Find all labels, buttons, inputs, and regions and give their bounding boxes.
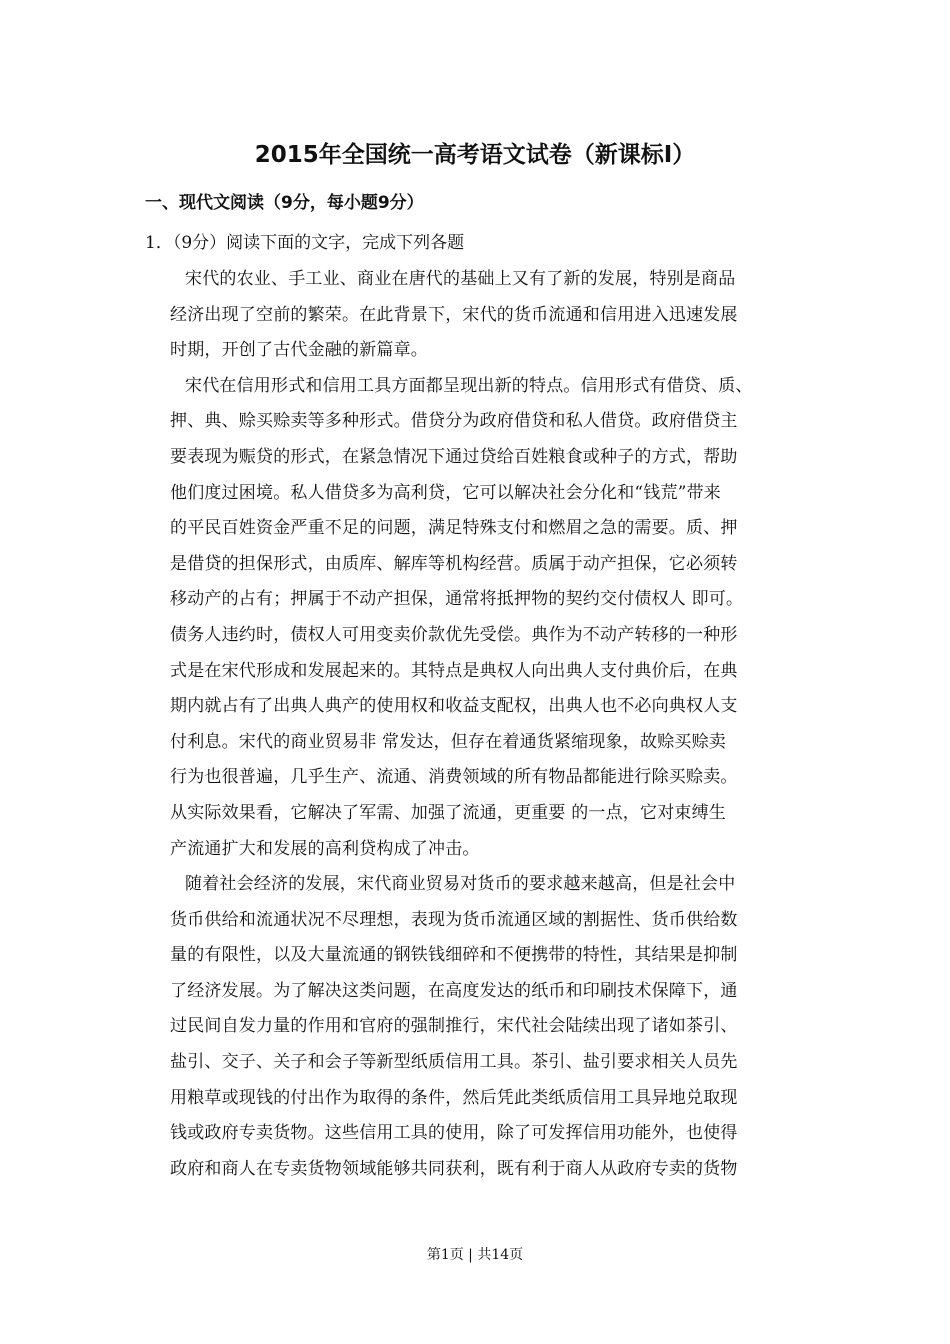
passage-line: 期内就占有了出典人典产的使用权和收益支配权，出典人也不必向典权人支: [170, 696, 738, 717]
passage-line: 是借贷的担保形式，由质库、解库等机构经营。质属于动产担保，它必须转: [170, 553, 738, 574]
passage-line: 产流通扩大和发展的高利贷构成了冲击。: [170, 838, 480, 859]
passage-line: 的平民百姓资金严重不足的问题，满足特殊支付和燃眉之急的需要。质、押: [170, 518, 738, 539]
passage-line: 量的有限性，以及大量流通的钢铁钱细碎和不便携带的特性，其结果是抑制: [170, 945, 738, 966]
passage-line: 押、典、赊买赊卖等多种形式。借贷分为政府借贷和私人借贷。政府借贷主: [170, 411, 738, 432]
passage-line: 他们度过困境。私人借贷多为高利贷，它可以解决社会分化和“钱荒”带来: [170, 482, 721, 503]
passage-line: 式是在宋代形成和发展起来的。其特点是典权人向出典人支付典价后，在典: [170, 660, 738, 681]
passage-line: 宋代的农业、手工业、商业在唐代的基础上又有了新的发展，特别是商品: [185, 269, 736, 289]
passage-line: 过民间自发力量的作用和官府的强制推行，宋代社会陆续出现了诸如茶引、: [170, 1016, 738, 1037]
passage-line: 移动产的占有；押属于不动产担保，通常将抵押物的契约交付债权人 即可。: [170, 589, 744, 610]
question-prompt: 1．（9分）阅读下面的文字，完成下列各题: [145, 233, 465, 253]
passage-line: 货币供给和流通状况不尽理想，表现为货币流通区域的割据性、货币供给数: [170, 909, 738, 930]
passage-line: 付利息。宋代的商业贸易非 常发达，但存在着通货紧缩现象，故赊买赊卖: [170, 731, 727, 752]
passage-line: 了经济发展。为了解决这类问题，在高度发达的纸币和印刷技术保障下，通: [170, 980, 738, 1001]
passage-line: 时期，开创了古代金融的新篇章。: [170, 340, 428, 361]
document-title: 2015年全国统一高考语文试卷（新课标Ⅰ）: [254, 142, 696, 168]
section-heading: 一、现代文阅读（9分，每小题9分）: [145, 193, 424, 213]
passage-line: 行为也很普遍，几乎生产、流通、消费领域的所有物品都能进行除买赊卖。: [170, 767, 738, 788]
passage-line: 盐引、交子、关子和会子等新型纸质信用工具。茶引、盐引要求相关人员先: [170, 1052, 738, 1073]
passage-line: 随着社会经济的发展，宋代商业贸易对货币的要求越来越高，但是社会中: [185, 874, 736, 895]
passage-line: 要表现为赈贷的形式，在紧急情况下通过贷给百姓粮食或种子的方式，帮助: [170, 446, 738, 467]
passage-line: 从实际效果看，它解决了军需、加强了流通，更重要 的一点，它对束缚生: [170, 802, 727, 823]
passage-line: 宋代在信用形式和信用工具方面都呈现出新的特点。信用形式有借贷、质、: [185, 375, 753, 396]
passage-line: 政府和商人在专卖货物领域能够共同获利，既有利于商人从政府专卖的货物: [170, 1158, 738, 1179]
passage-line: 债务人违约时，债权人可用变卖价款优先受偿。典作为不动产转移的一种形: [170, 624, 738, 645]
passage-line: 经济出现了空前的繁荣。在此背景下，宋代的货币流通和信用进入迅速发展: [170, 304, 738, 325]
page-footer: 第1页 | 共14页: [426, 1247, 524, 1263]
passage-line: 钱或政府专卖货物。这些信用工具的使用，除了可发挥信用功能外，也使得: [170, 1123, 738, 1144]
reading-passage: [170, 262, 810, 1187]
passage-line: 用粮草或现钱的付出作为取得的条件，然后凭此类纸质信用工具异地兑取现: [170, 1087, 738, 1108]
